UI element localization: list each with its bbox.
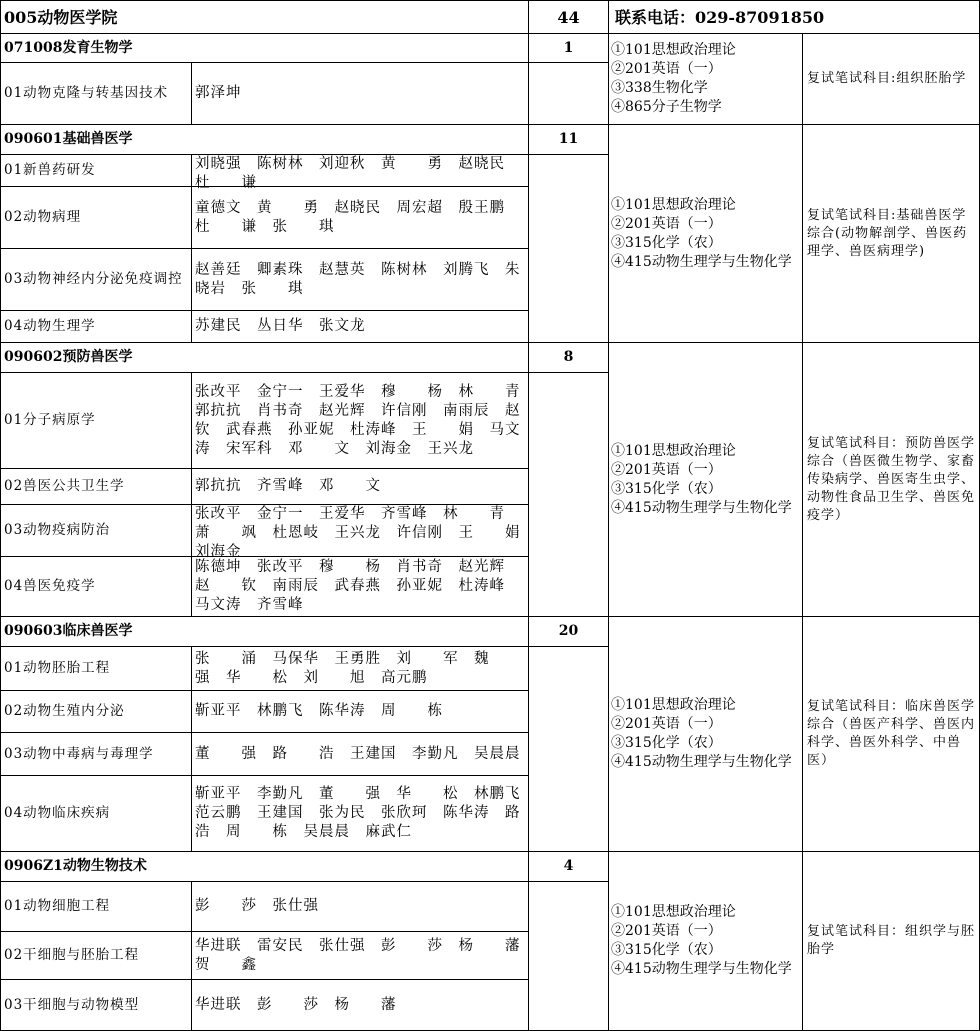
major-quota: 11 xyxy=(529,125,609,155)
exam-subjects xyxy=(609,343,803,617)
exam-subject: ①101思想政治理论 xyxy=(611,697,736,713)
retest-note: 复试笔试科目：预防兽医学综合（兽医微生物学、家畜传染病学、兽医寄生虫学、动物性食品卫生学、兽医免疫学） xyxy=(803,343,980,617)
exam-subject: ④415动物生理学与生物化学 xyxy=(611,253,792,270)
exam-subject: ①101思想政治理论 xyxy=(611,196,736,213)
empty-cell xyxy=(529,155,609,343)
exam-subject: ④865分子生物学 xyxy=(611,99,722,115)
advisors: 华进联 雷安民 张仕强 彭 莎 杨 藩 贺 鑫 xyxy=(192,932,529,980)
advisors: 郭泽坤 xyxy=(192,63,529,125)
direction: 03动物疫病防治 xyxy=(0,505,192,557)
exam-subjects xyxy=(609,125,803,343)
retest-note: 复试笔试科目：组织学与胚胎学 xyxy=(803,852,980,1031)
advisors: 苏建民 丛日华 张文龙 xyxy=(192,311,529,343)
exam-subject: ③315化学（农） xyxy=(611,735,722,751)
empty-cell xyxy=(529,373,609,617)
major-quota: 4 xyxy=(529,852,609,882)
exam-subject: ④415动物生理学与生物化学 xyxy=(611,961,792,977)
advisors: 彭 莎 张仕强 xyxy=(192,882,529,932)
direction: 02动物生殖内分泌 xyxy=(0,691,192,733)
empty-cell xyxy=(529,63,609,125)
exam-subject: ②201英语（一） xyxy=(611,61,722,77)
advisors: 张改平 金宁一 王爱华 齐雪峰 林 青 萧 飒 杜恩岐 王兴龙 许信刚 王 娟 刘海金 xyxy=(192,505,529,557)
major-title: 090602预防兽医学 xyxy=(0,343,529,373)
direction: 04动物临床疾病 xyxy=(0,776,192,852)
advisors: 张 涌 马保华 王勇胜 刘 军 魏 强 华 松 刘 旭 高元鹏 xyxy=(192,647,529,691)
contact-phone: 联系电话：029-87091850 xyxy=(609,0,980,34)
direction: 01新兽药研发 xyxy=(0,155,192,187)
exam-subject: ③315化学（农） xyxy=(611,234,722,251)
major-quota: 8 xyxy=(529,343,609,373)
exam-subject: ①101思想政治理论 xyxy=(611,442,736,459)
advisors: 董 强 路 浩 王建国 李勤凡 吴晨晨 xyxy=(192,733,529,776)
exam-subject: ③315化学（农） xyxy=(611,942,722,958)
exam-subjects xyxy=(609,852,803,1031)
exam-subject: ③315化学（农） xyxy=(611,480,722,497)
advisors: 刘晓强 陈树林 刘迎秋 黄 勇 赵晓民 杜 谦 xyxy=(192,155,529,187)
major-title: 090603临床兽医学 xyxy=(0,617,529,647)
empty-cell xyxy=(529,882,609,1031)
direction: 03动物中毒病与毒理学 xyxy=(0,733,192,776)
direction: 01动物克隆与转基因技术 xyxy=(0,63,192,125)
major-title: 071008发育生物学 xyxy=(0,34,529,63)
retest-note: 复试笔试科目:基础兽医学综合(动物解剖学、兽医药理学、兽医病理学) xyxy=(803,125,980,343)
major-title: 0906Z1动物生物技术 xyxy=(0,852,529,882)
exam-subject: ③338生物化学 xyxy=(611,80,708,96)
major-title: 090601基础兽医学 xyxy=(0,125,529,155)
major-quota: 20 xyxy=(529,617,609,647)
exam-subject: ①101思想政治理论 xyxy=(611,904,736,920)
retest-note: 复试笔试科目:组织胚胎学 xyxy=(803,34,980,125)
advisors: 靳亚平 李勤凡 董 强 华 松 林鹏飞 范云鹏 王建国 张为民 张欣珂 陈华涛 路 浩 周 栋 吴晨晨 麻武仁 xyxy=(192,776,529,852)
exam-subject: ②201英语（一） xyxy=(611,716,722,732)
exam-subject: ②201英语（一） xyxy=(611,923,722,939)
empty-cell xyxy=(529,647,609,852)
direction: 01动物胚胎工程 xyxy=(0,647,192,691)
college-title: 005动物医学院 xyxy=(0,0,529,34)
exam-subject: ②201英语（一） xyxy=(611,461,722,478)
exam-subject: ②201英语（一） xyxy=(611,215,722,232)
exam-subjects xyxy=(609,34,803,125)
direction: 03干细胞与动物模型 xyxy=(0,980,192,1031)
advisors: 郭抗抗 齐雪峰 邓 文 xyxy=(192,469,529,505)
direction: 02干细胞与胚胎工程 xyxy=(0,932,192,980)
direction: 04兽医免疫学 xyxy=(0,557,192,617)
direction: 02兽医公共卫生学 xyxy=(0,469,192,505)
exam-subject: ①101思想政治理论 xyxy=(611,42,736,58)
college-quota: 44 xyxy=(529,0,609,34)
direction: 03动物神经内分泌免疫调控 xyxy=(0,249,192,311)
advisors: 靳亚平 林鹏飞 陈华涛 周 栋 xyxy=(192,691,529,733)
direction: 02动物病理 xyxy=(0,187,192,249)
exam-subjects xyxy=(609,617,803,852)
exam-subject: ④415动物生理学与生物化学 xyxy=(611,754,792,770)
advisors: 张改平 金宁一 王爱华 穆 杨 林 青 郭抗抗 肖书奇 赵光辉 许信刚 南雨辰 赵 钦 武春燕 孙亚妮 杜涛峰 王 娟 马文涛 宋军科 邓 文 刘海金 王兴龙 xyxy=(192,373,529,469)
advisors: 陈德坤 张改平 穆 杨 肖书奇 赵光辉 赵 钦 南雨辰 武春燕 孙亚妮 杜涛峰 马文涛 齐雪峰 xyxy=(192,557,529,617)
advisors: 华进联 彭 莎 杨 藩 xyxy=(192,980,529,1031)
retest-note: 复试笔试科目：临床兽医学综合（兽医产科学、兽医内科学、兽医外科学、中兽医） xyxy=(803,617,980,852)
advisors: 童德文 黄 勇 赵晓民 周宏超 殷王鹏 杜 谦 张 琪 xyxy=(192,187,529,249)
direction: 01分子病原学 xyxy=(0,373,192,469)
direction: 01动物细胞工程 xyxy=(0,882,192,932)
major-quota: 1 xyxy=(529,34,609,63)
advisors: 赵善廷 卿素珠 赵慧英 陈树林 刘腾飞 朱晓岩 张 琪 xyxy=(192,249,529,311)
exam-subject: ④415动物生理学与生物化学 xyxy=(611,499,792,516)
direction: 04动物生理学 xyxy=(0,311,192,343)
